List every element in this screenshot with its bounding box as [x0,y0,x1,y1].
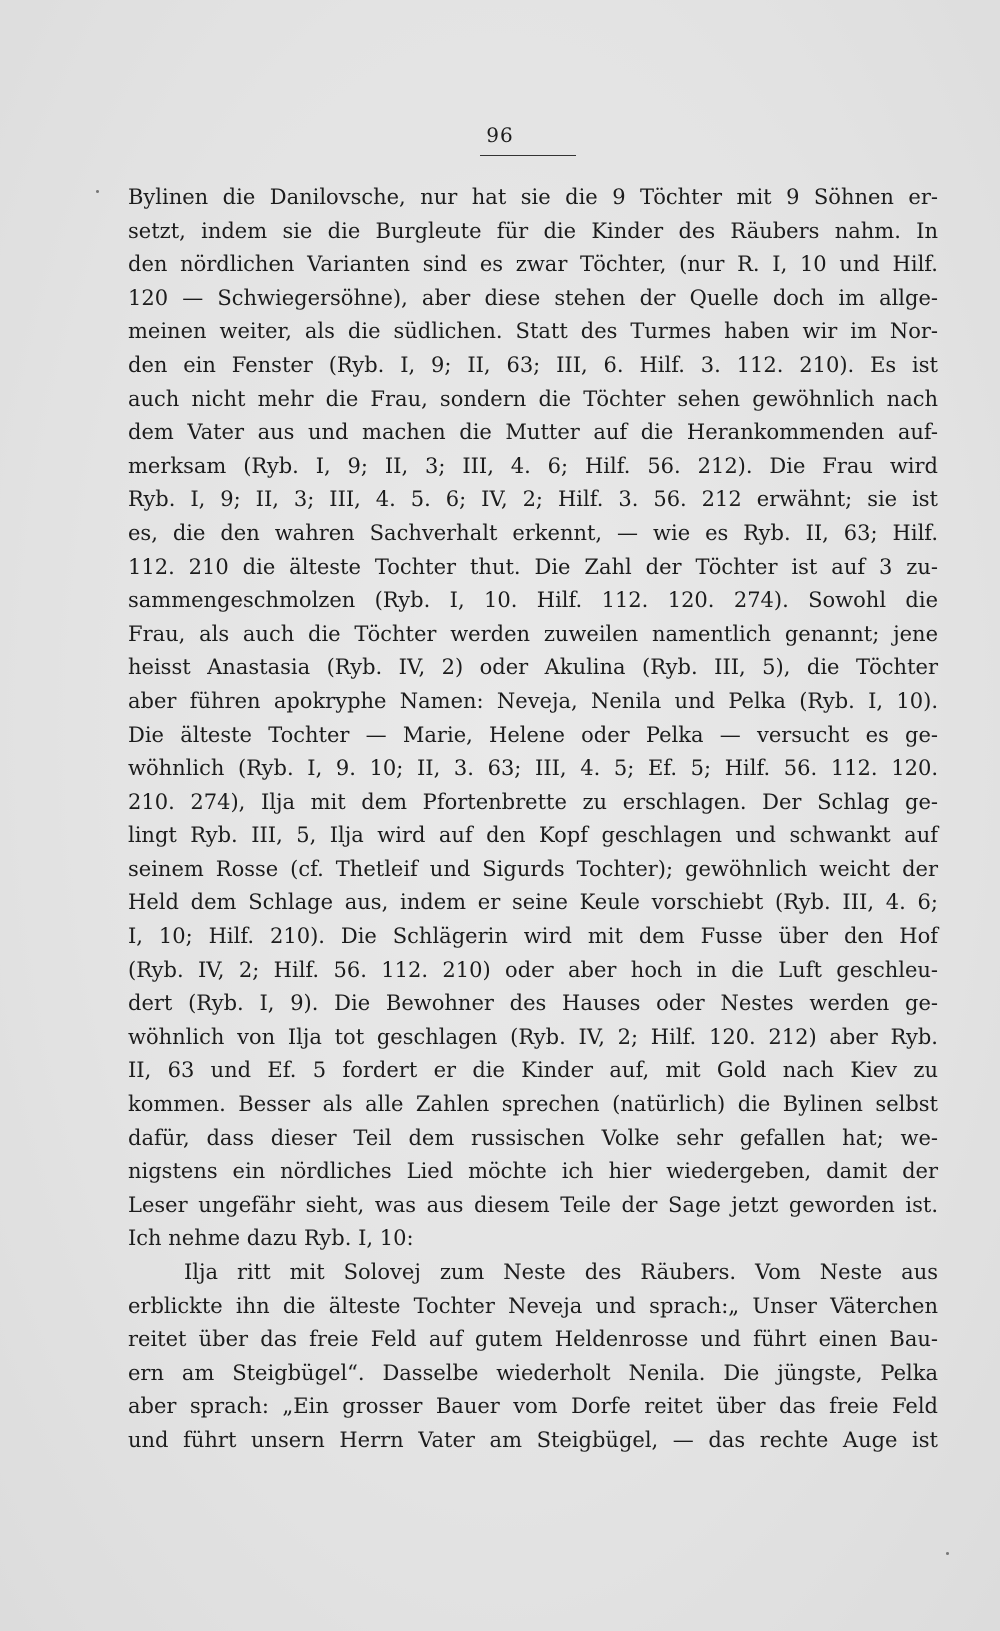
text-line: aber sprach: „Ein grosser Bauer vom Dorfe reitet über das freie Feld [128,1394,938,1419]
text-line: 120 — Schwiegersöhne), aber diese stehen der Quelle doch im allge- [128,285,938,310]
text-line: I, 10; Hilf. 210). Die Schlägerin wird mit dem Fusse über den Hof [128,924,938,949]
text-line: ern am Steigbügel“. Dasselbe wiederholt Nenila. Die jüngste, Pelka [128,1360,938,1385]
text-line: meinen weiter, als die südlichen. Statt des Turmes haben wir im Nor- [128,319,938,344]
text-line: seinem Rosse (cf. Thetleif und Sigurds Tochter); gewöhnlich weicht der [128,856,938,881]
text-line: sammengeschmolzen (Ryb. I, 10. Hilf. 112. 120. 274). Sowohl die [128,588,938,613]
text-line: Held dem Schlage aus, indem er seine Keule vorschiebt (Ryb. III, 4. 6; [128,890,938,915]
text-line: Die älteste Tochter — Marie, Helene oder Pelka — versucht es ge- [128,722,938,747]
paper-speck [96,190,99,193]
text-line: reitet über das freie Feld auf gutem Heldenrosse und führt einen Bau- [128,1327,938,1352]
text-line: kommen. Besser als alle Zahlen sprechen (natürlich) die Bylinen selbst [128,1092,938,1117]
text-line: den ein Fenster (Ryb. I, 9; II, 63; III, 6. Hilf. 3. 112. 210). Es ist [128,352,938,377]
text-line: Ilja ritt mit Solovej zum Neste des Räubers. Vom Neste aus [184,1260,938,1284]
text-line: es, die den wahren Sachverhalt erkennt, — wie es Ryb. II, 63; Hilf. [128,520,938,545]
page-number: 96 [486,123,514,147]
text-line: merksam (Ryb. I, 9; II, 3; III, 4. 6; Hilf. 56. 212). Die Frau wird [128,453,938,478]
text-line: auch nicht mehr die Frau, sondern die Töchter sehen gewöhnlich nach [128,386,938,411]
text-line: heisst Anastasia (Ryb. IV, 2) oder Akulina (Ryb. III, 5), die Töchter [128,655,938,680]
text-line: wöhnlich (Ryb. I, 9. 10; II, 3. 63; III, 4. 5; Ef. 5; Hilf. 56. 112. 120. [128,756,938,781]
body-text [128,181,938,1458]
text-line: II, 63 und Ef. 5 fordert er die Kinder auf, mit Gold nach Kiev zu [128,1058,938,1083]
text-line: dafür, dass dieser Teil dem russischen Volke sehr gefallen hat; we- [128,1125,938,1150]
text-line: dert (Ryb. I, 9). Die Bewohner des Hauses oder Nestes werden ge- [128,991,938,1016]
text-line: lingt Ryb. III, 5, Ilja wird auf den Kopf geschlagen und schwankt auf [128,823,938,848]
text-line: Leser ungefähr sieht, was aus diesem Teile der Sage jetzt geworden ist. [128,1192,938,1217]
text-line: und führt unsern Herrn Vater am Steigbügel, — das rechte Auge ist [128,1427,938,1452]
text-line: 210. 274), Ilja mit dem Pfortenbrette zu erschlagen. Der Schlag ge- [128,789,938,814]
text-line: den nördlichen Varianten sind es zwar Töchter, (nur R. I, 10 und Hilf. [128,252,938,277]
text-line: setzt, indem sie die Burgleute für die Kinder des Räubers nahm. In [128,218,938,243]
text-line: erblickte ihn die älteste Tochter Neveja und sprach:„ Unser Väterchen [128,1293,938,1318]
paper-speck [946,1552,949,1555]
text-line: Ich nehme dazu Ryb. I, 10: [128,1226,414,1251]
text-line: aber führen apokryphe Namen: Neveja, Nenila und Pelka (Ryb. I, 10). [128,688,938,713]
text-line: Ryb. I, 9; II, 3; III, 4. 5. 6; IV, 2; Hilf. 3. 56. 212 erwähnt; sie ist [128,487,938,512]
text-line: 112. 210 die älteste Tochter thut. Die Zahl der Töchter ist auf 3 zu- [128,554,938,579]
text-line: wöhnlich von Ilja tot geschlagen (Ryb. IV, 2; Hilf. 120. 212) aber Ryb. [128,1024,938,1049]
header-rule [480,155,576,156]
text-line: (Ryb. IV, 2; Hilf. 56. 112. 210) oder aber hoch in die Luft geschleu- [128,957,938,982]
text-line: Frau, als auch die Töchter werden zuweilen namentlich genannt; jene [128,621,938,646]
text-line: nigstens ein nördliches Lied möchte ich hier wiedergeben, damit der [128,1159,938,1184]
text-line: dem Vater aus und machen die Mutter auf die Herankommenden auf- [128,420,938,445]
text-line: Bylinen die Danilovsche, nur hat sie die 9 Töchter mit 9 Söhnen er- [128,185,938,209]
